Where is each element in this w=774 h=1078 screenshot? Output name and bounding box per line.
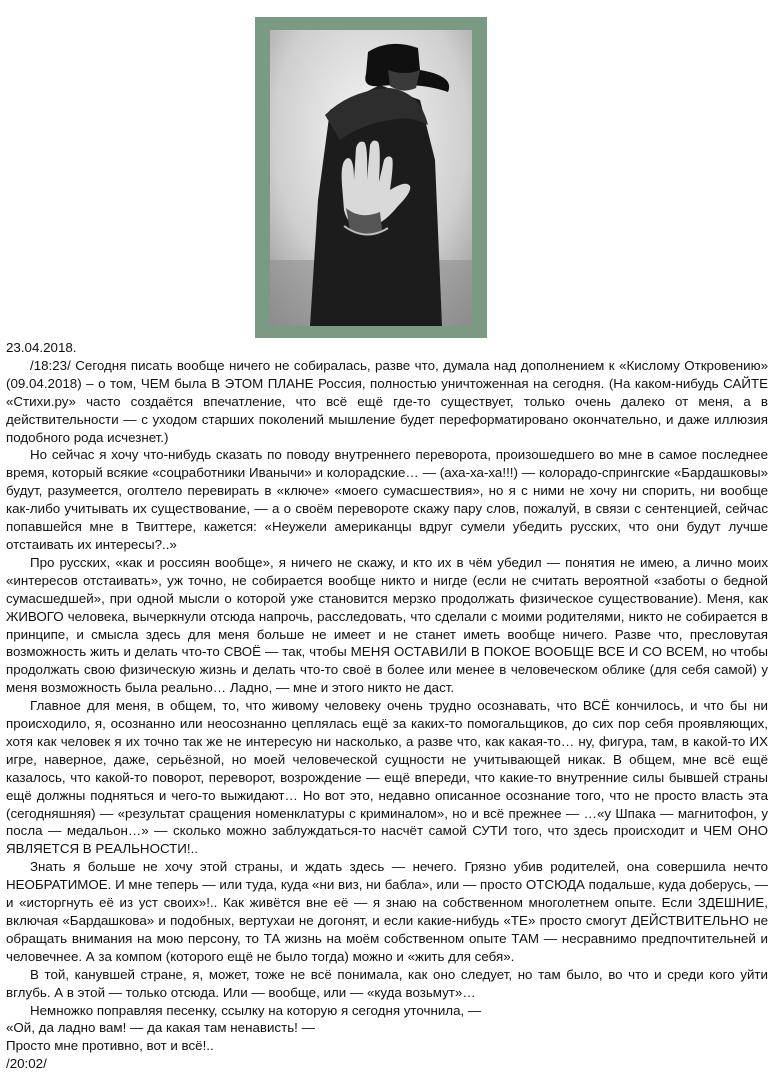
paragraph-1: /18:23/ Сегодня писать вообще ничего не собиралась, разве что, думала над дополнением к «Кислому Откровению» (09.04.2018) – о том, ЧЕМ была В ЭТОМ ПЛАНЕ Россия, полностью уничтоженная на сегодня. (На каком-нибудь САЙТЕ «Стихи.ру» часто создаётся впечатление, что всё ещё где-то существует, только очень далеко от меня, а в действительности — с уходом старших поколений мышление будет переформатировано окончательно, и даже иллюзия подобного рода исчезнет.)	[6, 357, 768, 445]
photo-frame	[255, 17, 487, 338]
post-date: 23.04.2018.	[6, 340, 77, 355]
paragraph-5: Знать я больше не хочу этой страны, и ждать здесь — нечего. Грязно убив родителей, она совершила нечто НЕОБРАТИМОЕ. И мне теперь — или туда, куда «ни виз, ни бабла», или — просто ОТСЮДА подальше, куда доберусь, — и «исторгнуть её из уст своих»!.. Как живётся вне её — я знаю на собственном многолетнем опыте. Если ЗДЕШНИЕ, включая «Бардашкова» и подобных, вертухаи не догонят, и если какие-нибудь «ТЕ» просто смогут ДЕЙСТВИТЕЛЬНО не обращать внимания на мою персону, то ТА жизнь на моём собственном опыте ТАМ — несравнимо предпочтительней и человечнее. А за компом (которого ещё не было тогда) можно и «жить для себя».	[6, 859, 768, 964]
paragraph-3: Про русских, «как и россиян вообще», я ничего не скажу, и кто их в чём убедил — понятия не имею, а лично моих «интересов отстаивать», уж точно, не собирается вообще никто и нигде (если не считать вероятной «заботы о бедной сумасшедшей», при одной мысли о которой уже становится мерзко продолжать физическое существование). Меня, как ЖИВОГО человека, вычеркнули отсюда напрочь, расследовать, что сделали с моими родителями, никто не собирается в принципе, и смысла здесь для меня больше не имеет и не станет иметь вообще ничего. Разве что, пресловутая возможность жить и делать что-то СВОЁ — так, чтобы МЕНЯ ОСТАВИЛИ В ПОКОЕ ВООБЩЕ ВСЕ И СО ВСЕМ, но чтобы продолжать свою физическую жизнь и делать что-то своё в более или менее в человеческом облике (для себя самой) у меня возможность была реально… Ладно, — мне и этого никто не даст.	[6, 554, 768, 696]
paragraph-4: Главное для меня, в общем, то, что живому человеку очень трудно осознавать, что ВСЁ кончилось, и что бы ни происходило, я, осознанно или неосознанно цеплялась ещё за каких-то помогальщиков, до сих пор себя проявляющих, хотя как человек я их точно так же не интересую ни насколько, а разве что, как какая-то… ну, фигура, там, в какой-то ИХ игре, наверное, даже, серьёзной, но моей человеческой сущности не учитывающей никак. В общем, мне всё ещё казалось, что какой-то поворот, переворот, возрождение — ещё впереди, что какие-то внутренние силы бывшей страны ещё должны подняться и чего-то выжидают… Но вот это, недавно описанное осознание того, что не просто власть эта (сегодняшняя) — «результат сращения номенклатуры с криминалом», но и всё прежнее — …«у Шпака — магнитофон, у посла — медальон…» — сколько можно заблуждаться-то насчёт самой СУТИ того, что здесь происходит и ЧЕМ ОНО ЯВЛЯЕТСЯ В РЕАЛЬНОСТИ!..	[6, 698, 768, 857]
paragraph-2: Но сейчас я хочу что-нибудь сказать по поводу внутреннего переворота, произошедшего во мне в самое последнее время, который всякие «соцработники Иванычи» и колорадские… — (аха-ха-ха!!!) — колорадо-спрингские «Бардашковы» будут, разумеется, оголтело перевирать в «ключе» «моего сумасшествия», но я с ними не хочу ни спорить, ни вообще как-либо учитывать их существование, — а о своём перевороте скажу пару слов, пожалуй, в связи с сентенцией, сейчас попавшейся мне в Твиттере, кажется: «Неужели американцы вдруг сумели убедить русских, что они будут лучше отстаивать их интересы?..»	[6, 447, 768, 552]
post-body	[6, 339, 768, 1073]
figure-with-raised-hand-photo	[270, 30, 472, 326]
paragraph-6: В той, канувшей стране, я, может, тоже не всё понимала, как оно следует, но там было, во что и среди кого уйти вглубь. А в этой — только отсюда. Или — вообще, или — «куда возьмут»…	[6, 966, 768, 1000]
photo-illustration	[270, 30, 472, 326]
quote-line-1: «Ой, да ладно вам! — да какая там ненависть! —	[6, 1020, 315, 1036]
end-time: /20:02/	[6, 1056, 47, 1072]
quote-line-2: Просто мне противно, вот и всё!..	[6, 1038, 214, 1054]
paragraph-7: Немножко поправляя песенку, ссылку на которую я сегодня уточнила, —	[30, 1002, 482, 1018]
